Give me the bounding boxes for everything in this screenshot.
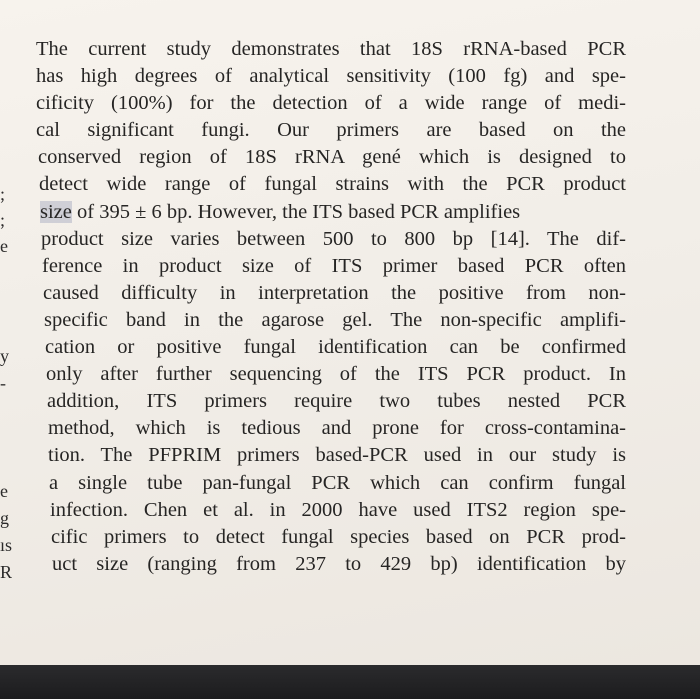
text-line: cific primers to detect fungal species based on PCR prod- (51, 525, 626, 548)
margin-fragment: R (0, 562, 13, 582)
text-line: The current study demonstrates that 18S rRNA-based PCR (36, 38, 626, 60)
text-line: tion. The PFPRIM primers based-PCR used in our study is (48, 444, 626, 467)
text-line (36, 199, 626, 226)
text-line-rest: of 395 ± 6 bp. However, the ITS based PCR amplifies (71, 200, 521, 223)
text-line: ference in product size of ITS primer based PCR often (42, 254, 626, 277)
margin-fragment: e (0, 236, 8, 256)
text-line: method, which is tedious and prone for cross-contamina- (48, 417, 626, 440)
margin-fragment: ; (0, 184, 6, 204)
text-line: cal significant fungi. Our primers are based on the (36, 119, 626, 142)
text-line: caused difficulty in interpretation the positive from non- (43, 281, 626, 304)
text-line: product size varies between 500 to 800 bp [14]. The dif- (41, 227, 626, 250)
dark-surface-edge (0, 665, 700, 699)
text-line: only after further sequencing of the ITS PCR product. In (46, 363, 626, 386)
text-line: specific band in the agarose gel. The non-specific amplifi- (44, 308, 626, 331)
text-line: infection. Chen et al. in 2000 have used ITS2 region spe- (50, 498, 626, 521)
margin-fragment: y (0, 346, 9, 366)
previous-column-fragments (0, 0, 22, 665)
body-paragraph (36, 36, 626, 578)
highlighted-word: size (40, 200, 72, 223)
margin-fragment: ıs (0, 535, 13, 555)
text-line: detect wide range of fungal strains with the PCR product (39, 173, 626, 196)
text-line: addition, ITS primers require two tubes nested PCR (47, 390, 626, 413)
text-line: cificity (100%) for the detection of a wide range of medi- (36, 92, 626, 115)
margin-fragment: ; (0, 210, 6, 230)
text-line: a single tube pan-fungal PCR which can confirm fungal (49, 471, 626, 494)
text-line: uct size (ranging from 237 to 429 bp) identification by (52, 552, 626, 575)
text-line: cation or positive fungal identification can be confirmed (45, 336, 626, 359)
margin-fragment: e (0, 481, 8, 501)
margin-fragment: g (0, 508, 9, 528)
text-line: conserved region of 18S rRNA gené which is designed to (38, 146, 626, 169)
margin-fragment: - (0, 373, 6, 393)
text-line: has high degrees of analytical sensitivity (100 fg) and spe- (36, 65, 626, 88)
